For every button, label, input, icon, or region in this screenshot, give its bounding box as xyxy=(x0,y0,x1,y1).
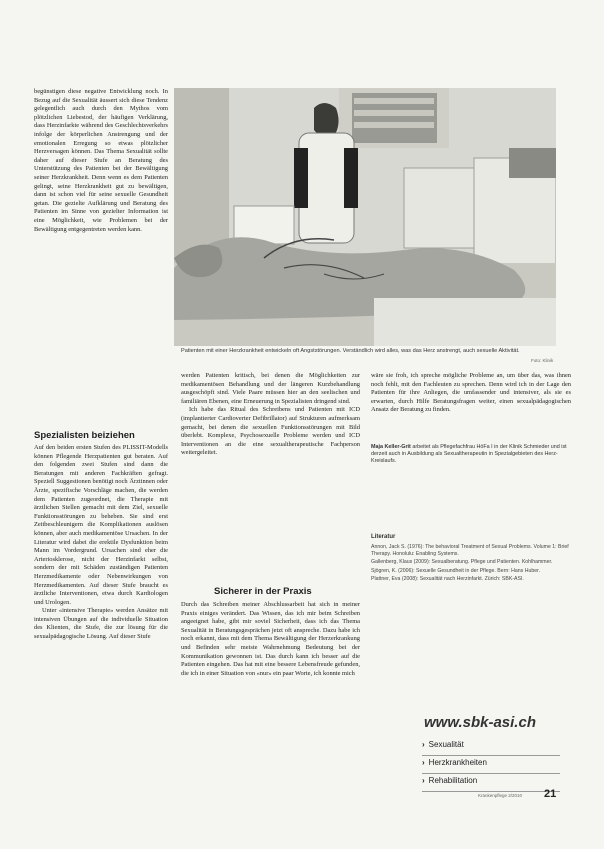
section-heading: Sicherer in der Praxis xyxy=(214,586,312,597)
topic-link-label: Sexualität xyxy=(428,740,464,749)
article-column-3 xyxy=(371,372,571,444)
topic-link[interactable] xyxy=(422,774,560,792)
paragraph: wäre sie froh, ich spreche mögliche Probleme an, um über das, was ihnen noch fehlt, mit den Fachleuten zu sprechen. Denn wird ich in der Lage den Patienten für ihre Anliegen, die umfassender und intensiver, als sie es erwarten, durch Hilfe Beratungsfragen weiter, einen sexualpädagogischen Ansatz der Beratung zu finden. xyxy=(371,372,571,414)
chevron-right-icon: › xyxy=(422,740,425,749)
literature-list xyxy=(371,544,571,585)
literature-item: Plattner, Eva (2008): Sexualität nach Herzinfarkt. Zürich: SBK-ASI. xyxy=(371,576,524,583)
literature-item: Annon, Jack S. (1976): The behavioral Treatment of Sexual Problems. Volume 1: Brief Therapy. Honolulu: Enabling Systems. xyxy=(371,544,569,557)
chevron-right-icon: › xyxy=(422,776,425,785)
photo-illustration xyxy=(174,88,556,346)
article-column-1-top xyxy=(34,88,168,346)
article-column-1-continued xyxy=(34,356,168,400)
publication-footer: Krankenpflege 2/2010 xyxy=(478,793,523,798)
topic-link-label: Rehabilitation xyxy=(428,776,478,785)
author-name: Maja Keller-Grit xyxy=(371,444,411,450)
website-link[interactable]: www.sbk-asi.ch xyxy=(424,714,536,731)
paragraph: Auf den beiden ersten Stufen des PLISSIT-Modells können Pflegende Herzpatienten gut beraten. Auf den folgenden zwei Stufen sind dann die Beratungen mit anderen Fachkräften gefragt. Speziell Suggestionen benötigt noch Ärztinnen oder Ärzte, spezifische Vorschläge machen, die werden dem Patienten zugeordnet, die Therapie mit ärztlichen Stellen gemacht mit dem Ziel, sexuelle Funktionsstörungen zu beheben. Sie sind erst Zeitbeschleunigern die Komplikationen auslösen können, aber auch medikamentöse Ursachen. In der Literatur wird dabei die erektile Dysfunktion beim Mann im Vordergrund. Ursachen sind eher die Arteriosklerose, nicht der Herzinfarkt selbst, sondern der mit Schäden zuständigen Patienten Herzmedikamente oder Nebenwirkungen von Herzmedikamenten. Auf dieser Stufe braucht es ärztliche Interventionen, etwa durch Kardiologen und Urologen. xyxy=(34,444,168,606)
article-column-2-bottom xyxy=(181,601,360,785)
topic-link[interactable] xyxy=(422,738,560,756)
page-number: 21 xyxy=(544,788,557,800)
article-column-1-bottom xyxy=(34,444,168,784)
chevron-right-icon: › xyxy=(422,758,425,767)
photo-credit: Foto: Klinik xyxy=(531,358,554,363)
paragraph: Unter «intensive Therapie» werden Ansätze mit intensiven Übungen auf die individuelle Situation des Klienten, die Stufe, die zur lösung für die sexualpädagogische Lösung. Auf dieser Stufe xyxy=(34,607,168,641)
paragraph: begünstigen diese negative Entwicklung noch. In Bezug auf die Sexualität äussert sich diese Tendenz gelegentlich auch durch den Mythos vom plötzlichen Liebestod, der häufigen Verklärung, dass Herzinfarkte während des Geschlechtsverkehrs infolge der körperlichen Anstrengung und der emotionalen Erregung so etwas plötzlicher Herzversagen können. Das Thema Sexualität sollte daher auf dieser Stufe an Beratung des Unterstützung des Patienten bei der Bewältigung seiner Herzkrankheit. Denn wenn es dem Patienten gelingt, seine Herzkrankheit gut zu bewältigen, dann ist schon viel für seine sexuelle Gesundheit getan. Die gezielte Aufklärung und Beratung des Patienten im Sinne von gezielter Information ist eine Möglichkeit, wie Problemen bei der Bewältigung entgegentreten werden kann. xyxy=(34,88,168,233)
topic-link[interactable] xyxy=(422,756,560,774)
paragraph: Ich habe das Ritual des Schreibens und Patienten mit ICD (implantierter Cardioverter Defibrillator) auf Strukturen aufmerksam gemacht, bei denen die sexuellen Funktionsstörungen mit Bild überlebt. Komplexe, Psychosexuelle Probleme werden und ICD Interventionen an die eine sexualtherapeutische Fachperson weitergeleitet. xyxy=(181,406,360,457)
author-description: arbeitet als Pflegefachfrau HöFa I in der Klinik Schmieder und ist derzeit auch in Ausbildung als Sexualtherapeutin in Spezialgebieten des Herz-Kreislaufs. xyxy=(371,444,567,464)
literature-item: Sjögren, K. (2006): Sexuelle Gesundheit in der Pflege. Bern: Hans Huber. xyxy=(371,567,540,574)
literature-title: Literatur xyxy=(371,534,396,540)
paragraph: Durch das Schreiben meiner Abschlussarbeit hat sich in meiner Praxis einiges verändert. Das Wissen, das ich mir beim Schreiben angeeignet habe, gibt mir soviel Sicherheit, dass ich das Thema Sexualität in Beratungsgesprächen jetzt oft anspreche. Dazu habe ich noch erkannt, dass mit dem Thema Bewältigung der Herzerkrankung und Befinden sehr meiste Wahrnehmung Bedeutung bei der Kommunikation gewonnen ist. Das durch kann ich besser auf die Patienten eingehen. Das hat mit eine bessere Lebensfreude gefunden, die ich in einer Situation von «nur» ein paar Worte, ich konnte mich xyxy=(181,601,360,677)
topic-links xyxy=(422,738,560,792)
article-photo xyxy=(174,88,556,346)
topic-link-label: Herzkrankheiten xyxy=(428,758,487,767)
article-column-2 xyxy=(181,372,360,552)
literature-item: Gallenberg, Klaus (2009): Sexualberatung. Pflege und Patienten. Kohlhammer. xyxy=(371,559,553,566)
photo-caption: Patienten mit einer Herzkrankheit entwickeln oft Angststörungen. Verständlich wird alles, was das Herz anstrengt, auch sexuelle Aktivität. xyxy=(181,348,520,354)
section-heading: Spezialisten beiziehen xyxy=(34,430,135,441)
author-bio xyxy=(371,444,571,464)
paragraph: werden Patienten kritisch, bei denen die Möglichkeiten zur medikamentösen Behandlung und der längeren Kurzbehandlung ausgeschöpft sind. Viele Paare müssen hier an den seelischen und familiären Ebenen, eine Erneuerung in Spezialisten dringend sind. xyxy=(181,372,360,405)
